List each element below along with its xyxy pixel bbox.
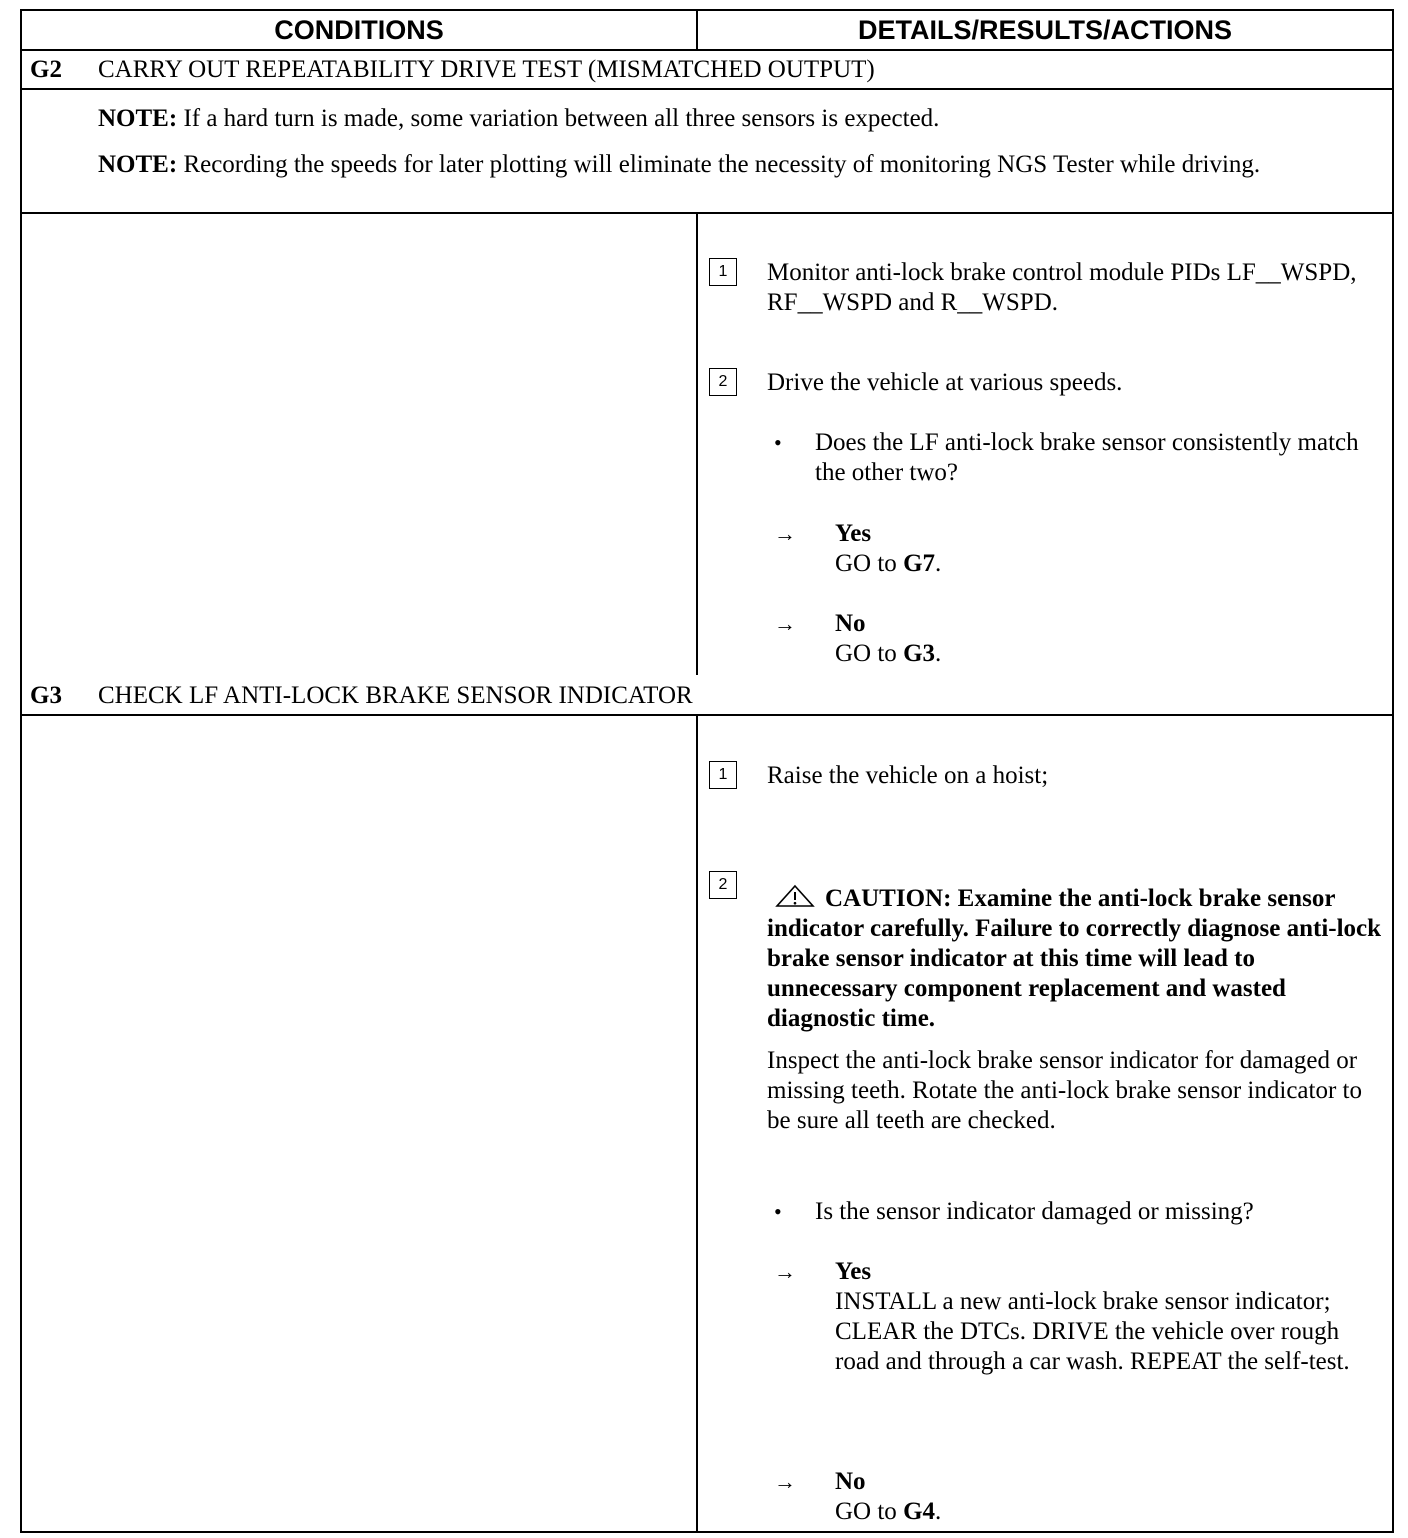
g2-details [698,214,1392,675]
g3-details [698,716,1392,1531]
step-title: CARRY OUT REPEATABILITY DRIVE TEST (MISMATCHED OUTPUT) [98,56,875,83]
details-header: DETAILS/RESULTS/ACTIONS [857,15,1232,45]
step-g3-row [22,677,1392,716]
answer-no [835,1467,1385,1527]
arrow-icon: → [774,611,796,636]
conditions-header: CONDITIONS [22,11,698,49]
arrow-icon: → [774,1469,796,1494]
notes-block [22,91,1392,214]
answer-yes [835,1257,1385,1377]
answer-yes [835,519,1385,579]
note [98,104,1388,134]
step-box: 2 [709,871,737,899]
step-box: 2 [709,368,737,396]
step-title: CHECK LF ANTI-LOCK BRAKE SENSOR INDICATOR [98,682,693,709]
step-text: Raise the vehicle on a hoist; [767,762,1049,789]
step-number: G3 [30,682,62,709]
bullet-icon: • [774,430,782,455]
answer-target: G3 [903,640,936,667]
question-text: Is the sensor indicator damaged or missing? [815,1198,1254,1225]
note-label: NOTE: [98,105,178,132]
arrow-icon: → [774,1259,796,1284]
caution-body: CAUTION: Examine the anti-lock brake sensor indicator carefully. Failure to correctly diagnose anti-lock brake sensor indicator at this time will lead to unnecessary component replacement and wasted diagnostic time. [767,885,1382,1032]
step-g2-row [22,51,1392,90]
diagnostic-table [20,9,1394,1533]
step-box: 1 [709,258,737,286]
answer-end: . [935,640,942,667]
caution-text [767,884,1387,1034]
bullet-icon: • [774,1199,782,1224]
answer-label: Yes [835,1258,872,1285]
answer-end: . [935,1498,942,1525]
inspect-text: Inspect the anti-lock brake sensor indicator for damaged or missing teeth. Rotate the anti-lock brake sensor indicator to be sure all teeth are checked. [767,1047,1362,1134]
answer-text: GO to [835,550,904,577]
answer-no [835,609,1385,669]
answer-text: INSTALL a new anti-lock brake sensor indicator; CLEAR the DTCs. DRIVE the vehicle over rough road and through a car wash. REPEAT the self-test. [835,1288,1350,1375]
note-text: Recording the speeds for later plotting will eliminate the necessity of monitoring NGS Tester while driving. [183,151,1261,178]
warning-triangle-icon [775,884,815,908]
answer-end: . [935,550,942,577]
step-box: 1 [709,761,737,789]
answer-label: Yes [835,520,872,547]
answer-text: GO to [835,1498,904,1525]
answer-target: G7 [903,550,936,577]
arrow-icon: → [774,521,796,546]
answer-label: No [835,610,866,637]
step-text: Drive the vehicle at various speeds. [767,369,1123,396]
answer-target: G4 [903,1498,936,1525]
note-text: If a hard turn is made, some variation between all three sensors is expected. [183,105,940,132]
answer-label: No [835,1468,866,1495]
question-text: Does the LF anti-lock brake sensor consistently match the other two? [815,429,1359,486]
step-number: G2 [30,56,62,83]
note [98,150,1388,180]
answer-text: GO to [835,640,904,667]
note-label: NOTE: [98,151,178,178]
step-text: Monitor anti-lock brake control module PIDs LF__WSPD, RF__WSPD and R__WSPD. [767,259,1357,316]
table-header [22,11,1392,51]
